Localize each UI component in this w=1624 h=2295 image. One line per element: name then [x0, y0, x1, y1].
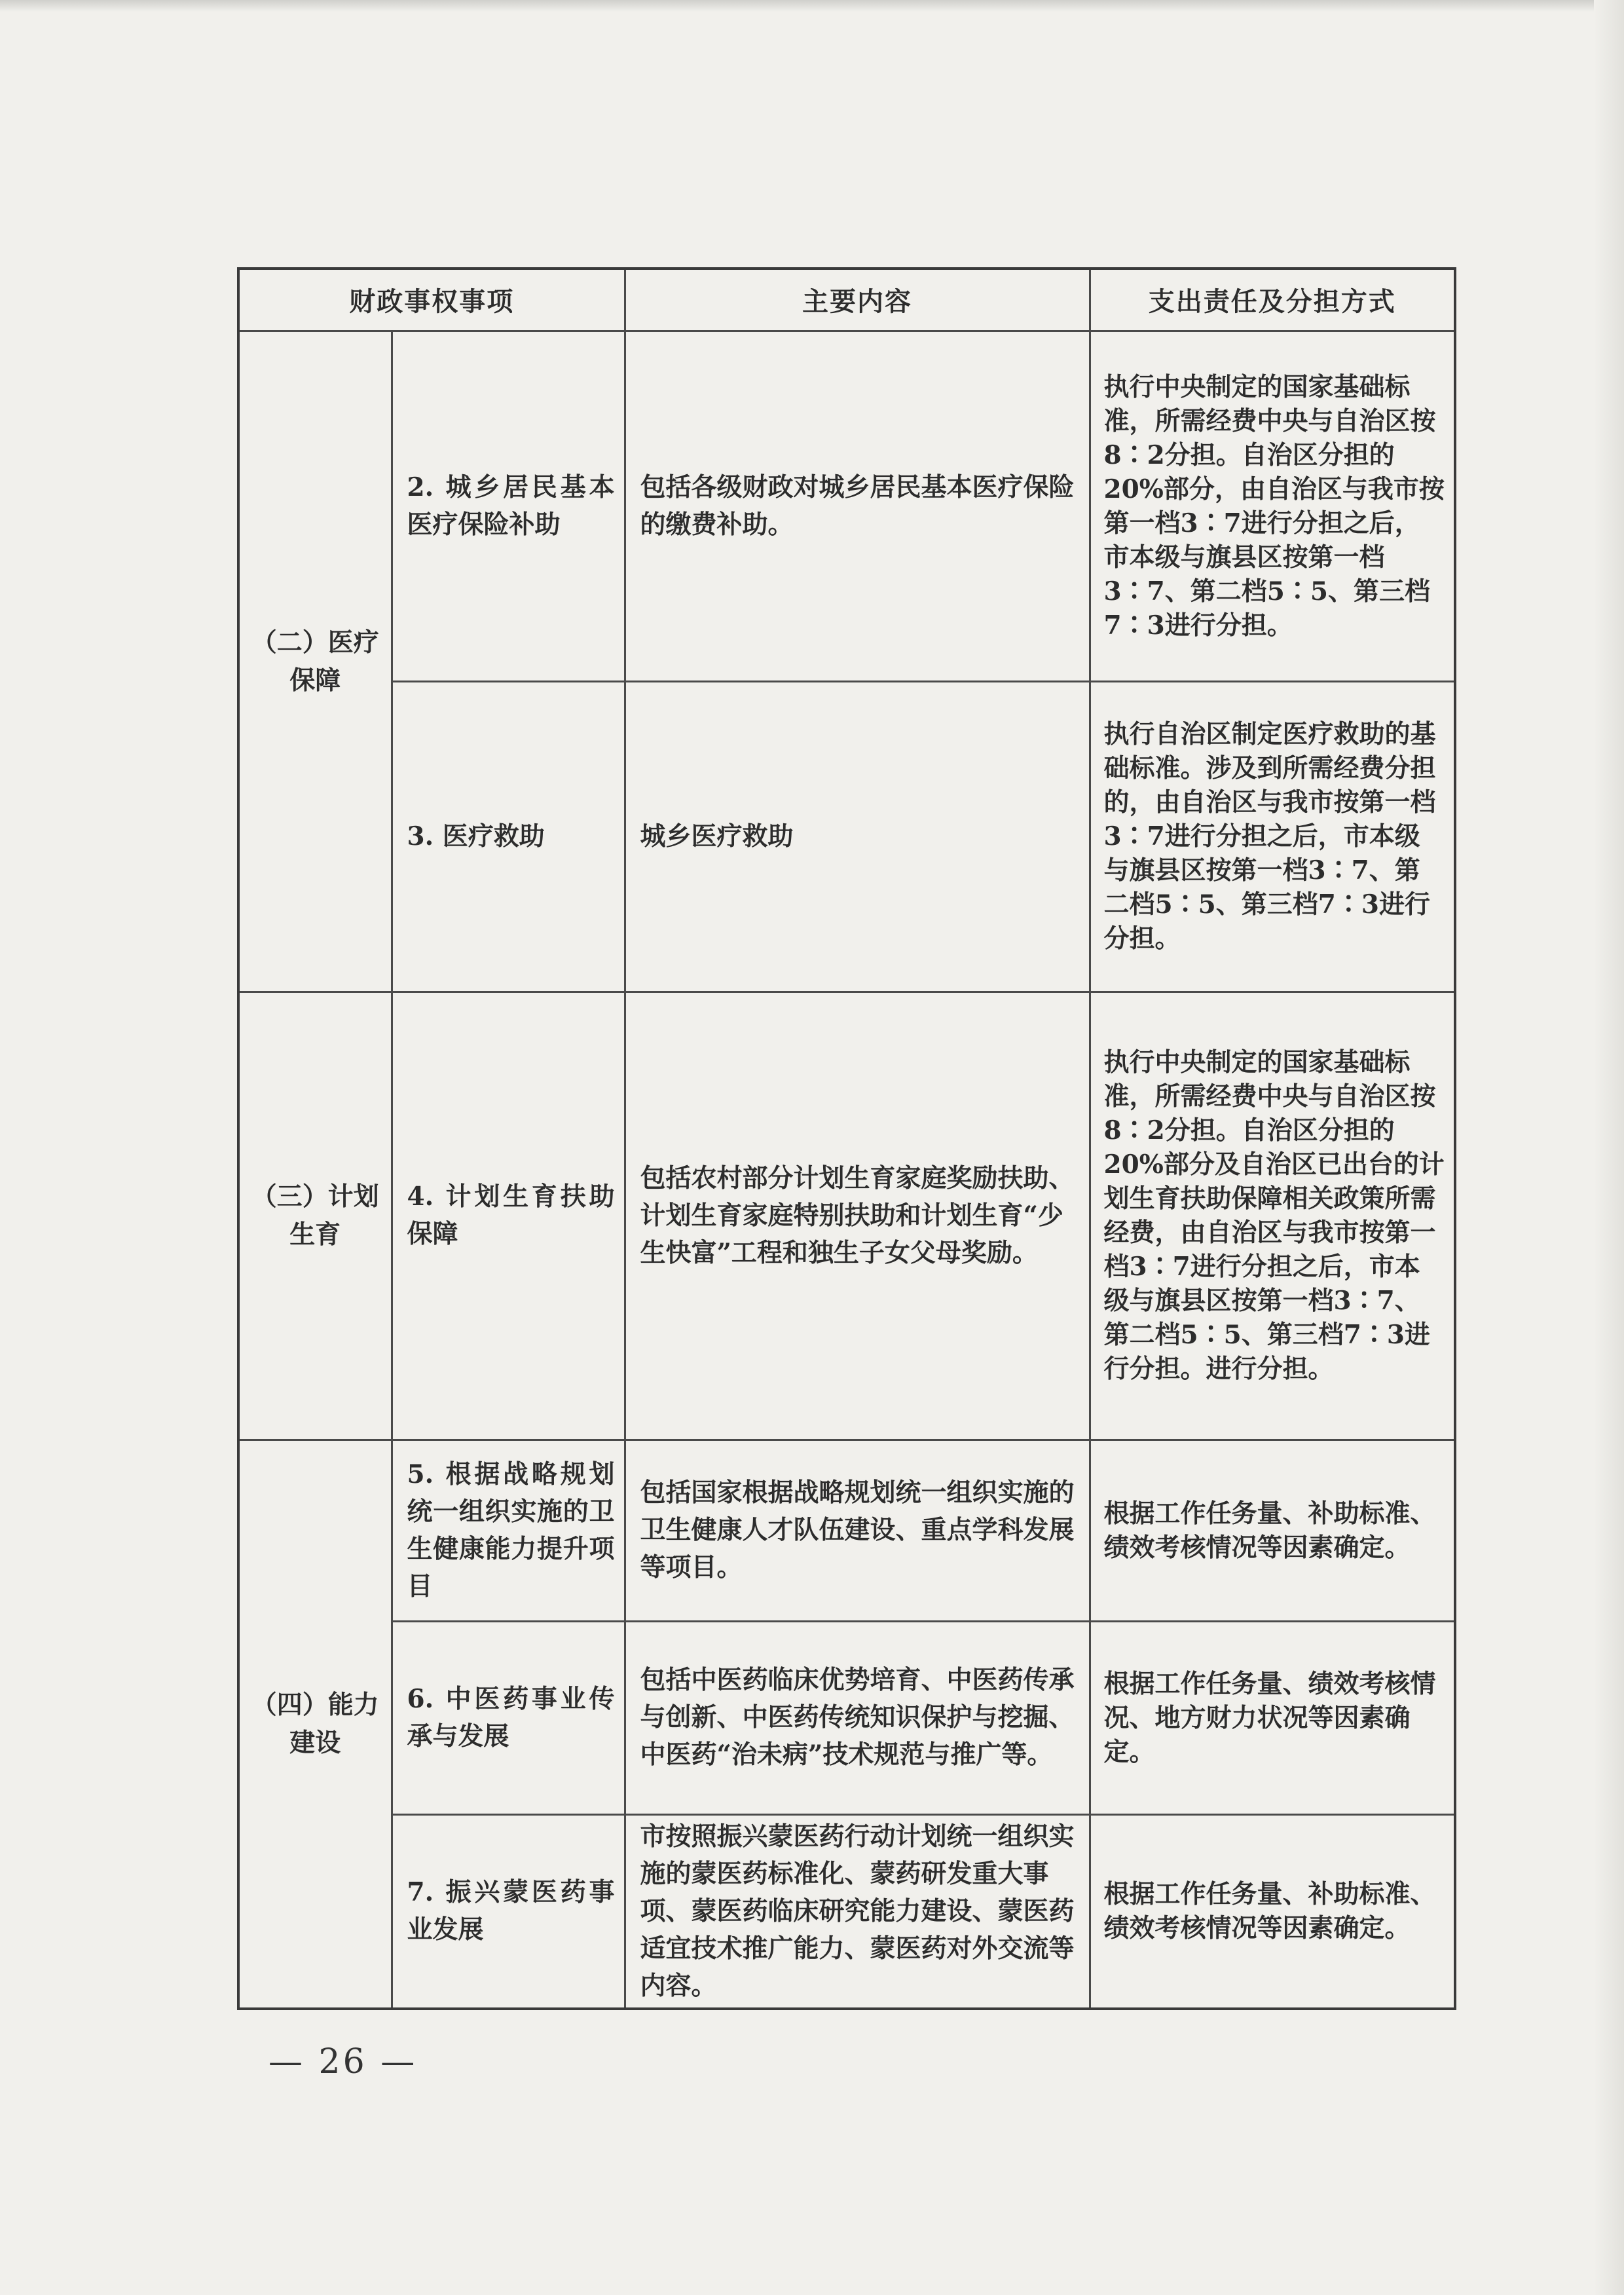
category-capacity-building: （四）能力建设	[238, 1440, 392, 2009]
item-label: 5. 根据战略规划统一组织实施的卫生健康能力提升项目	[392, 1440, 625, 1621]
content-cell: 市按照振兴蒙医药行动计划统一组织实施的蒙医药标准化、蒙药研发重大事项、蒙医药临床研究能力建设、蒙医药适宜技术推广能力、蒙医药对外交流等内容。	[625, 1814, 1090, 2009]
page-top-edge	[0, 0, 1624, 12]
table-row	[238, 681, 1455, 992]
content-cell: 城乡医疗救助	[625, 681, 1090, 992]
item-label: 4. 计划生育扶助保障	[392, 992, 625, 1440]
responsibility-cell: 执行中央制定的国家基础标准，所需经费中央与自治区按8∶2分担。自治区分担的20%部分，由自治区与我市按第一档3∶7进行分担之后，市本级与旗县区按第一档3∶7、第二档5∶5、第三档7∶3进行分担。	[1090, 331, 1455, 681]
item-label: 2. 城乡居民基本医疗保险补助	[392, 331, 625, 681]
responsibility-cell: 根据工作任务量、补助标准、绩效考核情况等因素确定。	[1090, 1440, 1455, 1621]
page-binding-shadow	[1594, 0, 1624, 2295]
category-family-planning: （三）计划生育	[238, 992, 392, 1440]
content-cell: 包括国家根据战略规划统一组织实施的卫生健康人才队伍建设、重点学科发展等项目。	[625, 1440, 1090, 1621]
table-row	[238, 331, 1455, 681]
responsibility-cell: 根据工作任务量、绩效考核情况、地方财力状况等因素确定。	[1090, 1621, 1455, 1814]
responsibility-cell: 执行自治区制定医疗救助的基础标准。涉及到所需经费分担的，由自治区与我市按第一档3∶7进行分担之后，市本级与旗县区按第一档3∶7、第二档5∶5、第三档7∶3进行分担。	[1090, 681, 1455, 992]
item-label: 7. 振兴蒙医药事业发展	[392, 1814, 625, 2009]
content-cell: 包括各级财政对城乡居民基本医疗保险的缴费补助。	[625, 331, 1090, 681]
item-label: 6. 中医药事业传承与发展	[392, 1621, 625, 1814]
fiscal-responsibility-table	[237, 267, 1456, 2010]
content-cell: 包括农村部分计划生育家庭奖励扶助、计划生育家庭特别扶助和计划生育“少生快富”工程和独生子女父母奖励。	[625, 992, 1090, 1440]
document-page	[237, 267, 1454, 2010]
table-row	[238, 1440, 1455, 1621]
table-header-row	[238, 269, 1455, 331]
page-number: — 26 —	[268, 2042, 418, 2081]
header-fiscal-item: 财政事权事项	[238, 269, 625, 331]
table-row	[238, 992, 1455, 1440]
responsibility-cell: 根据工作任务量、补助标准、绩效考核情况等因素确定。	[1090, 1814, 1455, 2009]
item-label: 3. 医疗救助	[392, 681, 625, 992]
table-row	[238, 1814, 1455, 2009]
category-medical-security: （二）医疗保障	[238, 331, 392, 992]
responsibility-cell: 执行中央制定的国家基础标准，所需经费中央与自治区按8∶2分担。自治区分担的20%部分及自治区已出台的计划生育扶助保障相关政策所需经费，由自治区与我市按第一档3∶7进行分担之后，市本级与旗县区按第一档3∶7、第二档5∶5、第三档7∶3进行分担。进行分担。	[1090, 992, 1455, 1440]
content-cell: 包括中医药临床优势培育、中医药传承与创新、中医药传统知识保护与挖掘、中医药“治未病”技术规范与推广等。	[625, 1621, 1090, 1814]
header-expenditure-responsibility: 支出责任及分担方式	[1090, 269, 1455, 331]
table-row	[238, 1621, 1455, 1814]
header-main-content: 主要内容	[625, 269, 1090, 331]
